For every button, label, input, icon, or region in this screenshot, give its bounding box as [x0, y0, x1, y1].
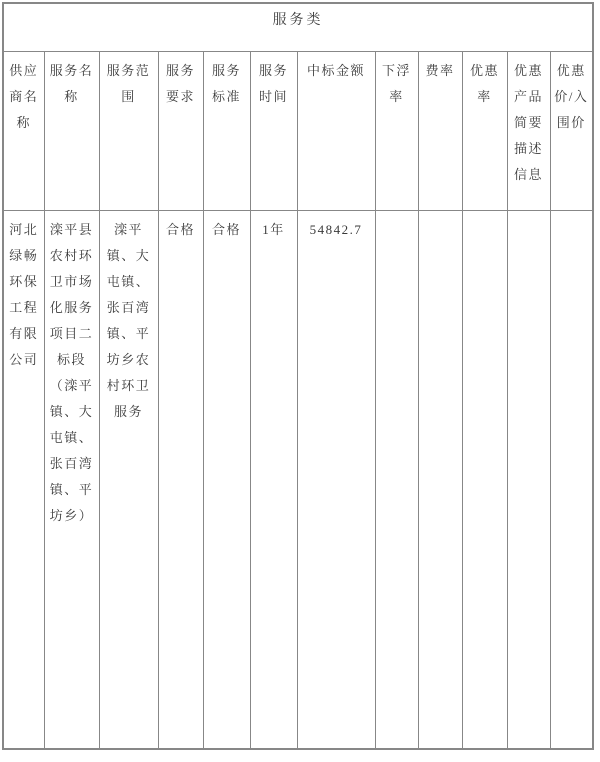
col-header-discount-rate: 优惠率: [462, 51, 507, 210]
bid-result-table: [2, 2, 594, 750]
col-header-fee-rate: 费率: [418, 51, 462, 210]
cell-fee-rate: [418, 210, 462, 749]
col-header-service-requirement: 服务要求: [158, 51, 203, 210]
cell-supplier-name: 河北绿畅环保工程有限公司: [3, 210, 44, 749]
cell-discount-rate: [462, 210, 507, 749]
cell-service-period: 1年: [250, 210, 297, 749]
col-header-service-scope: 服务范围: [99, 51, 158, 210]
col-header-markdown-rate: 下浮率: [375, 51, 418, 210]
cell-service-name: 滦平县农村环卫市场化服务项目二标段（滦平镇、大屯镇、张百湾镇、平坊乡）: [44, 210, 99, 749]
cell-bid-amount: 54842.7: [297, 210, 375, 749]
col-header-bid-amount: 中标金额: [297, 51, 375, 210]
table-row: [3, 210, 593, 749]
cell-service-standard: 合格: [203, 210, 250, 749]
cell-markdown-rate: [375, 210, 418, 749]
col-header-supplier-name: 供应商名称: [3, 51, 44, 210]
col-header-discount-price: 优惠价/入围价: [550, 51, 593, 210]
cell-discount-product-description: [507, 210, 550, 749]
category-title-row: [3, 3, 593, 51]
cell-service-scope: 滦平镇、大屯镇、张百湾镇、平坊乡农村环卫服务: [99, 210, 158, 749]
col-header-service-period: 服务时间: [250, 51, 297, 210]
column-header-row: [3, 51, 593, 210]
cell-discount-price: [550, 210, 593, 749]
col-header-service-standard: 服务标准: [203, 51, 250, 210]
cell-service-requirement: 合格: [158, 210, 203, 749]
col-header-discount-product-description: 优惠产品简要描述信息: [507, 51, 550, 210]
category-title: 服务类: [3, 3, 593, 51]
col-header-service-name: 服务名称: [44, 51, 99, 210]
